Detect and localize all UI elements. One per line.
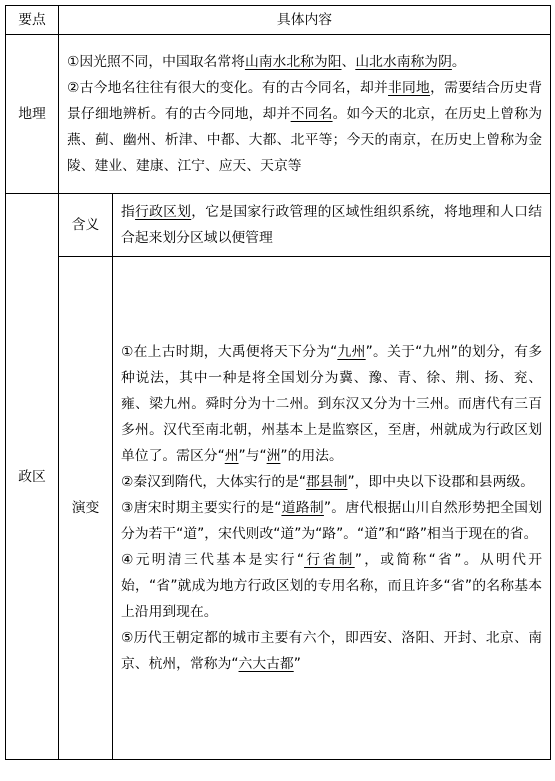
text: ”与“	[238, 448, 267, 464]
text: ”。关于“九州”的划分，有多种说法，其中一种是将全国划分为冀、豫、青、徐、荆、扬、兖、雍、梁九州。舜时分为十二州。到东汉又分为十三州。而唐代有三百多州。汉代至南北朝，州基本上是监察区，至唐，州就成为行政区划单位了。需区分“	[121, 344, 543, 464]
header-row	[6, 6, 551, 35]
text: ，需要结合历史背景仔细地辨析。有的古今同地，却并	[67, 80, 543, 122]
text: ”，即中央以下设郡和县两级。	[347, 474, 534, 490]
underlined-term: 洲	[266, 448, 281, 464]
text: 指	[121, 204, 136, 220]
text: 。	[451, 54, 466, 70]
underlined-term: 郡县制	[306, 474, 348, 490]
text: ③唐宋时期主要实行的是“	[121, 500, 282, 516]
text: ，它是国家行政管理的区域性组织系统，将地理和人口结合起来划分区域以便管理	[121, 204, 543, 246]
geography-row	[6, 35, 551, 194]
geography-point-2	[67, 75, 542, 179]
underlined-term: 六大古都	[238, 656, 294, 672]
meaning-label: 含义	[59, 194, 113, 257]
underlined-term: 不同名	[290, 106, 333, 122]
evolution-content	[113, 257, 551, 760]
underlined-term: 非同地	[388, 80, 431, 96]
text: 、	[341, 54, 356, 70]
evolution-point-5	[121, 625, 542, 677]
geography-content	[59, 35, 551, 194]
geography-point-1	[67, 49, 542, 75]
text: ”	[293, 656, 301, 672]
underlined-term: 九州	[337, 344, 366, 360]
text: ”。唐代根据山川自然形势把全国划分为若干“道”，宋代则改“道”为“路”。“道”和“路”相当于现在的省。	[121, 500, 542, 542]
header-details: 具体内容	[59, 6, 551, 35]
text: ”，或简称“省”。从明代开始，“省”就成为地方行政区划的专用名称，而且许多“省”的名称基本上沿用到现在。	[121, 552, 542, 620]
evolution-point-4	[121, 547, 542, 625]
underlined-term: 行省制	[304, 552, 355, 568]
district-meaning-row	[6, 194, 551, 257]
content-table	[5, 5, 551, 760]
evolution-point-3	[121, 495, 542, 547]
geography-label: 地理	[6, 35, 59, 194]
evolution-label: 演变	[59, 257, 113, 760]
underlined-term: 州	[224, 448, 239, 464]
header-key-points: 要点	[6, 6, 59, 35]
text: ②古今地名往往有很大的变化。有的古今同名，却并	[67, 80, 389, 96]
text: ①在上古时期，大禹便将天下分为“	[121, 344, 338, 360]
underlined-term: 行政区划	[135, 204, 192, 220]
text: ②秦汉到隋代，大体实行的是“	[121, 474, 307, 490]
underlined-term: 山北水南称为阴	[355, 54, 452, 70]
text: ⑤历代王朝定都的城市主要有六个，即西安、洛阳、开封、北京、南京、杭州，常称为“	[121, 630, 542, 672]
meaning-content	[113, 194, 551, 257]
text: ”的用法。	[280, 448, 343, 464]
text: ①因光照不同，中国取名常将	[67, 54, 245, 70]
district-label: 政区	[6, 194, 59, 760]
underlined-term: 山南水北称为阳	[244, 54, 342, 70]
evolution-point-1	[121, 339, 542, 469]
text: ④元明清三代基本是实行“	[121, 552, 305, 568]
district-evolution-row	[6, 257, 551, 760]
evolution-point-2	[121, 469, 542, 495]
text: 。如今天的北京，在历史上曾称为燕、蓟、幽州、析津、中都、大都、北平等；今天的南京，在历史上曾称为金陵、建业、建康、江宁、应天、天京等	[67, 106, 543, 174]
underlined-term: 道路制	[281, 500, 324, 516]
